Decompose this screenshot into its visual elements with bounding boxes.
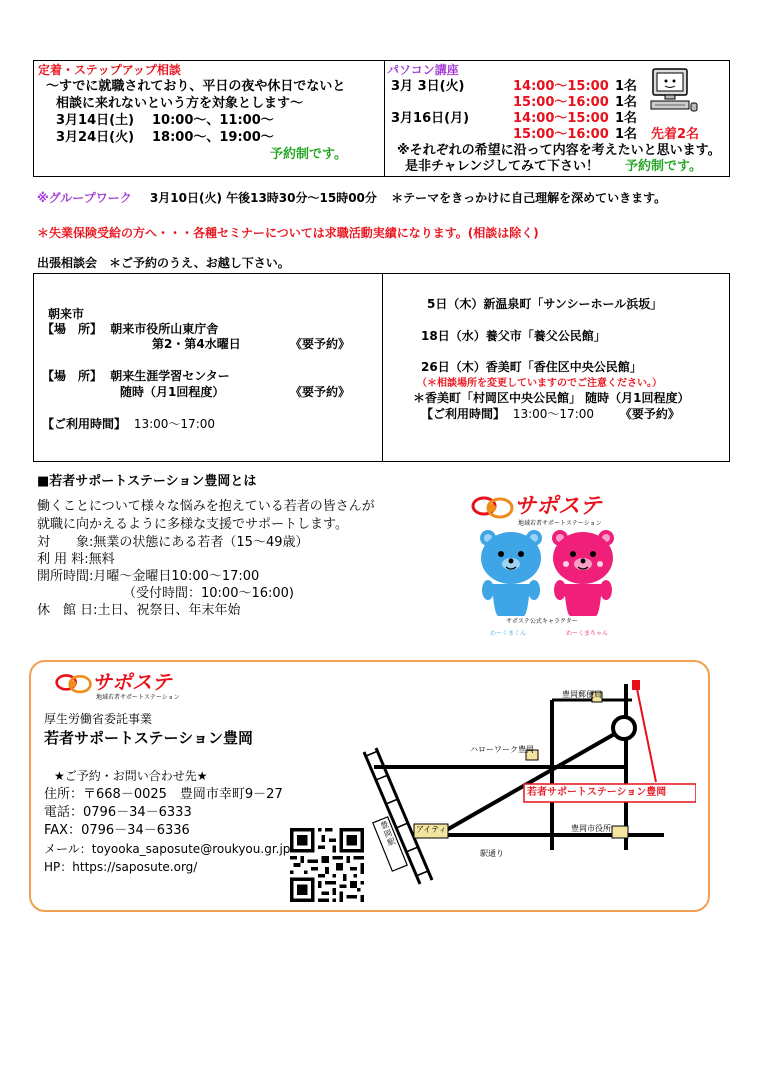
about-p1: 働くことについて様々な悩みを抱えている若者の皆さんが [37,499,375,514]
pc-reservation: 予約制です。 [625,159,702,174]
about-p2: 就職に向かえるように多様な支援でサポートします。 [37,517,348,532]
contact-logo-text: サポステ [92,670,172,694]
consult-title: 定着・ステップアップ相談 [38,63,181,77]
pc-date2: 3月16日(月) [391,111,470,126]
outreach-line3: 26日（木）香美町「香住区中央公民館」 [421,360,642,374]
qr-code-icon[interactable] [290,828,364,902]
access-map [356,664,696,904]
hours-value: 13:00～17:00 [133,417,216,431]
saposte-logo-icon [54,672,94,698]
about-heading: ■若者サポートステーション豊岡とは [37,474,257,489]
pink-bear-mascot [548,528,618,618]
computer-icon [647,67,699,115]
contact-logo [54,670,214,704]
pc-title: パソコン講座 [387,63,459,77]
consult-date1: 3月14日(土) [56,113,135,128]
outreach-place1-schedule: 第2・第4水曜日 [152,337,241,351]
consult-date2: 3月24日(火) [56,130,135,145]
contact-inquiry: ★ご予約・お問い合わせ先★ [54,769,208,783]
outreach-line2: 18日（水）養父市「養父公民館」 [421,329,606,343]
group-work-note: ＊テーマをきっかけに自己理解を深めていきます。 [391,191,667,205]
consult-time1: 10:00～、11:00～ [152,113,274,128]
hours-value: 13:00～17:00 [512,407,595,421]
place-name: 朝来市役所山東庁舎 [110,322,219,336]
about-value: :土日、祝祭日、年末年始 [93,603,241,618]
mascot-logo-sub: 地域若者サポートステーション [518,520,602,527]
blue-bear-name: わーくまくん [490,630,527,637]
contact-hp[interactable]: HP：https://saposute.org/ [44,860,198,874]
blue-bear-mascot [476,528,546,618]
consult-time2: 18:00～、19:00～ [152,130,274,145]
place-label: 【場 所】 [42,369,103,383]
pc-slot-count: 1名 [615,127,638,142]
pc-slot-count: 1名 [615,95,638,110]
consult-box [33,60,385,177]
contact-email[interactable]: メール：toyooka_saposute@roukyou.gr.jp [44,842,291,856]
consult-desc2: 相談に来れないという方を対象とします～ [56,96,304,111]
map-station: 豊岡駅 [379,819,397,848]
outreach-right-hours [421,407,680,422]
map-hello-work: ハローワーク豊岡 [470,745,534,754]
pink-bear-name: わーくまちゃん [566,630,609,637]
pc-first-come: 先着2名 [651,127,700,142]
contact-fax: FAX：0796－34－6336 [44,823,190,838]
about-value: :無料 [84,552,115,567]
map-station-name: 若者サポートステーション豊岡 [527,787,667,798]
pc-slot-time: 15:00～16:00 [513,127,609,142]
pc-note1: ※それぞれの希望に沿って内容を考えたいと思います。 [397,143,721,158]
mascot-logo-text: サポステ [514,494,602,519]
pc-slot-time: 14:00～15:00 [513,79,609,94]
about-hours [37,569,259,585]
group-work-datetime: 3月10日(火) 午後13時30分～15時00分 [149,191,377,205]
consult-desc1: ～すでに就職されており、平日の夜や休日でないと [46,79,346,94]
outreach-place1 [42,322,218,337]
outreach-place2-schedule: 随時（月1回程度） [120,385,225,399]
pc-slot-count: 1名 [615,79,638,94]
about-label: 開所時間 [37,569,90,584]
group-work-label: ※グループワーク [37,191,132,205]
contact-ministry: 厚生労働省委託事業 [44,712,153,726]
unemployment-note: ＊失業保険受給の方へ・・・各種セミナーについては求職活動実績になります。(相談は除く) [37,226,539,240]
contact-phone: 電話：0796－34－6333 [44,805,192,820]
about-value: :月曜～金曜日10:00～17:00 [89,569,260,584]
about-target [37,535,308,551]
about-fee [37,552,115,568]
group-work-line [37,191,666,206]
map-post-office: 豊岡郵便局 [562,690,602,699]
about-label: 利 用 料 [37,552,85,567]
about-label: 対 象 [37,535,90,550]
consult-reservation: 予約制です。 [270,147,347,162]
pc-slot-time: 14:00～15:00 [513,111,609,126]
pc-box [384,60,730,177]
outreach-place2-note: 《要予約》 [290,385,351,399]
outreach-warning: （＊相談場所を変更していますのでご注意ください。） [417,378,662,389]
place-name: 朝来生涯学習センター [110,369,230,383]
outreach-city: 朝来市 [48,307,85,321]
outreach-left-box [33,273,383,462]
pc-note2: 是非チャレンジしてみて下さい！ [405,159,599,174]
mascot-logo [470,494,650,530]
outreach-line4: ＊香美町「村岡区中央公民館」 随時（月1回程度） [413,391,690,405]
map-aiti: アイティ [416,825,447,834]
hours-label: 【ご利用時間】 [42,417,127,431]
pc-slot-count: 1名 [615,111,638,126]
outreach-place2 [42,369,230,384]
outreach-left-hours [42,417,215,432]
hours-note: 《要予約》 [619,407,680,421]
about-reception: （受付時間：10:00～16:00) [123,586,294,601]
hours-label: 【ご利用時間】 [421,407,506,421]
saposte-logo-icon [470,494,516,524]
contact-address: 住所：〒668－0025 豊岡市幸町9－27 [44,787,283,802]
contact-logo-sub: 地域若者サポートステーション [96,694,180,701]
mascot-caption: サポステ公式キャラクター [506,618,578,625]
map-street: 駅通り [480,849,504,858]
contact-org-name: 若者サポートステーション豊岡 [44,729,253,747]
outreach-line1: 5日（木）新温泉町「サンシーホール浜坂」 [427,297,663,311]
outreach-place1-note: 《要予約》 [290,337,351,351]
map-city-hall: 豊岡市役所 [571,824,611,833]
outreach-heading: 出張相談会 ＊ご予約のうえ、お越し下さい。 [37,256,290,270]
about-value: :無業の状態にある若者（15～49歳） [89,535,309,550]
pc-slot-time: 15:00～16:00 [513,95,609,110]
about-closed [37,603,241,619]
about-label: 休 館 日 [37,603,94,618]
pc-date1: 3月 3日(火) [391,79,465,94]
place-label: 【場 所】 [42,322,103,336]
outreach-right-box [382,273,730,462]
